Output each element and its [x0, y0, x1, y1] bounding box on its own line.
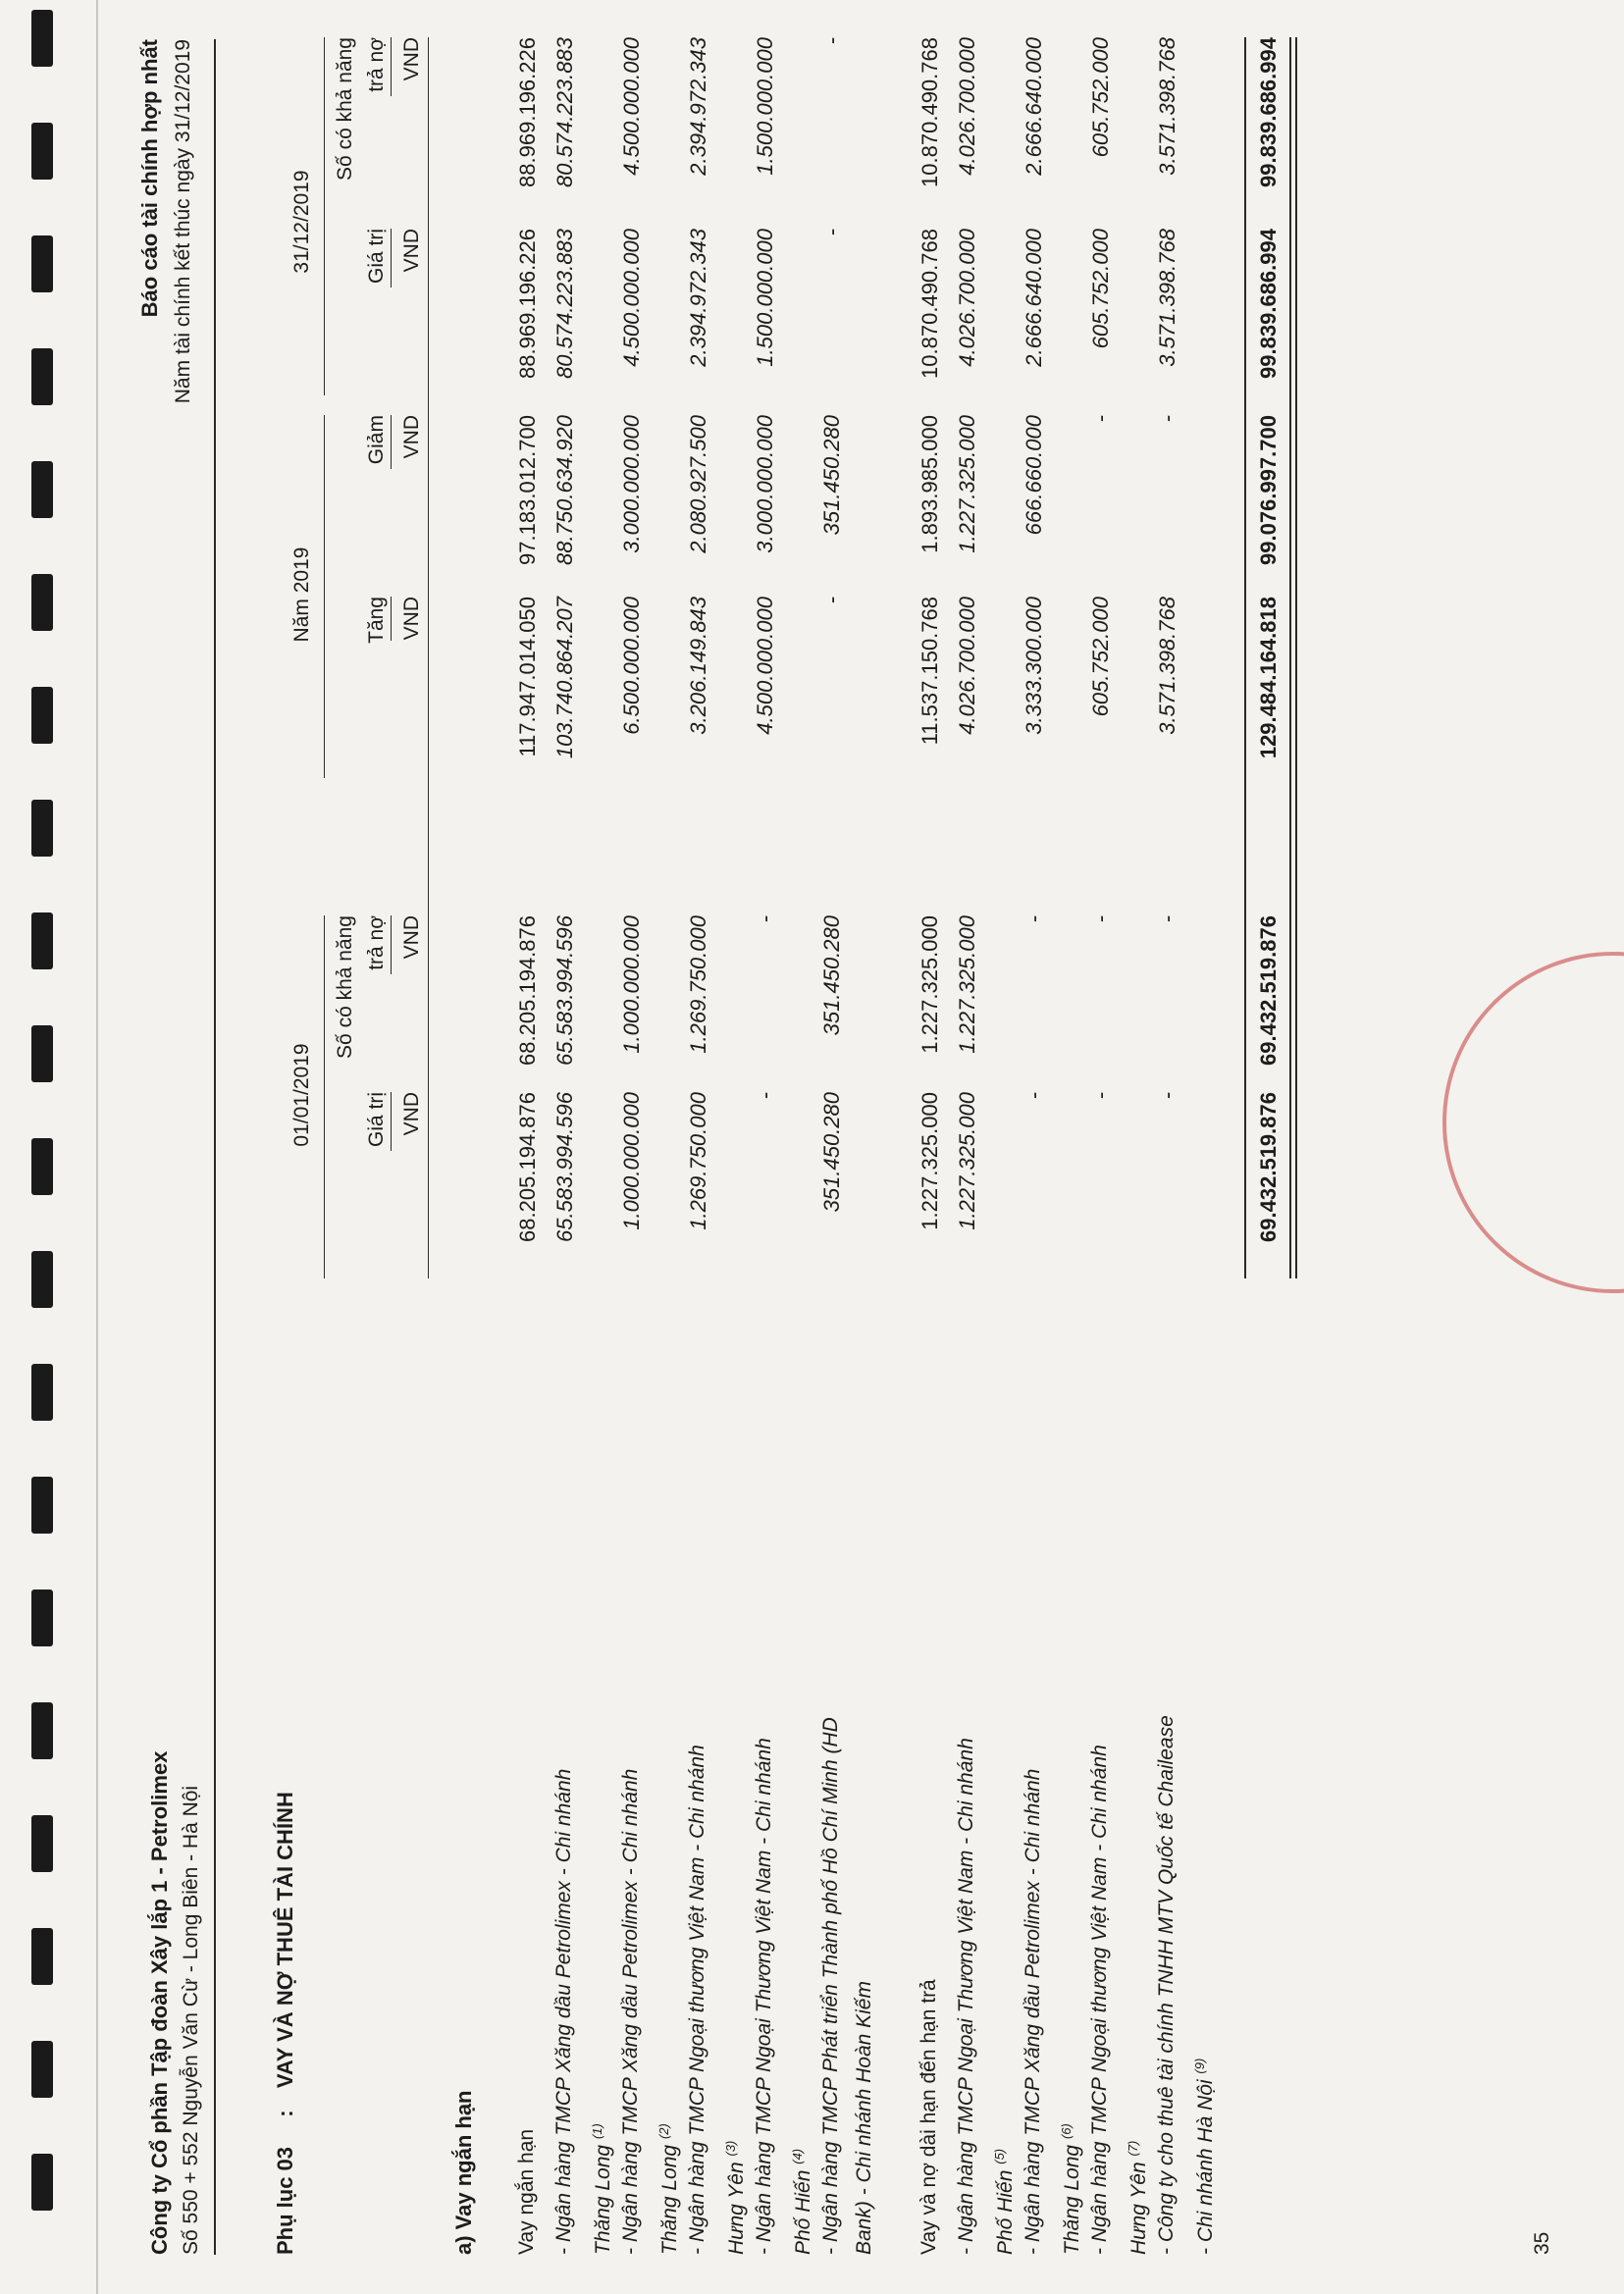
appendix-heading — [273, 1792, 298, 2255]
cell-opening-value: - — [1088, 1092, 1113, 1100]
row-label — [1083, 1705, 1156, 2255]
col-header-underline — [391, 37, 392, 96]
cell-decrease: 3.000.000.000 — [753, 415, 777, 553]
cell-opening-value: 1.227.325.000 — [917, 1092, 942, 1230]
cell-closing-value: - — [819, 229, 844, 236]
col-header-repayable-opening-2: trả nợ — [365, 915, 388, 970]
header-group-rule — [324, 415, 325, 778]
row-label — [681, 1705, 754, 2255]
header-group-year: Năm 2019 — [290, 547, 313, 643]
cell-closing-repayable: 4.026.700.000 — [955, 37, 979, 176]
cell-closing-repayable: 2.666.640.000 — [1022, 37, 1046, 176]
cell-opening-repayable: 1.227.325.000 — [955, 915, 979, 1054]
col-header-value-closing: Giá trị — [365, 229, 388, 285]
cell-decrease: 97.183.012.700 — [515, 415, 540, 565]
col-header-unit: VND — [400, 415, 423, 459]
row-label-text: - Ngân hàng TMCP Xăng dầu Petrolimex - Chi nhánh Thăng Long — [619, 1768, 681, 2255]
cell-closing-value: 10.870.490.768 — [917, 229, 942, 379]
cell-opening-value: 1.269.750.000 — [686, 1092, 710, 1230]
row-note: (5) — [992, 2148, 1007, 2164]
cell-closing-value: 2.394.972.343 — [686, 229, 710, 367]
row-note: (3) — [723, 2140, 738, 2157]
company-address: Số 550 + 552 Nguyễn Văn Cừ - Long Biên - Hà Nội — [180, 1785, 202, 2255]
cell-increase: - — [819, 597, 844, 604]
cell-closing-value: 4.026.700.000 — [955, 229, 979, 367]
company-seal — [1442, 952, 1624, 1293]
total-increase: 129.484.164.818 — [1256, 597, 1281, 759]
cell-decrease: 3.000.000.000 — [619, 415, 644, 553]
appendix-separator: : — [273, 2110, 297, 2117]
totals-top-rule — [1244, 37, 1246, 1278]
col-header-unit: VND — [400, 229, 423, 273]
col-header-unit: VND — [400, 915, 423, 960]
cell-opening-repayable: 1.269.750.000 — [686, 915, 710, 1054]
header-group-rule — [324, 915, 325, 1278]
cell-closing-value: 605.752.000 — [1088, 229, 1113, 349]
row-label — [1150, 1705, 1223, 2255]
cell-closing-value: 80.574.223.883 — [552, 229, 577, 379]
col-header-repayable-closing-1: Số có khả năng — [334, 37, 356, 181]
cell-opening-value: 68.205.194.876 — [515, 1092, 540, 1242]
row-label-text: - Ngân hàng TMCP Xăng dầu Petrolimex - Chi nhánh Thăng Long — [1022, 1768, 1083, 2255]
cell-increase: 3.571.398.768 — [1155, 597, 1179, 735]
cell-opening-repayable: 68.205.194.876 — [515, 915, 540, 1066]
total-opening-value: 69.432.519.876 — [1256, 1092, 1281, 1242]
cell-closing-repayable: 3.571.398.768 — [1155, 37, 1179, 176]
appendix-title: VAY VÀ NỢ THUÊ TÀI CHÍNH — [273, 1792, 297, 2089]
row-label-text: - Ngân hàng TMCP Ngoại thương Việt Nam - Chi nhánh Hưng Yên — [1088, 1745, 1150, 2255]
cell-closing-repayable: 10.870.490.768 — [917, 37, 942, 187]
cell-closing-repayable: 80.574.223.883 — [552, 37, 577, 187]
row-note: (9) — [1192, 2058, 1207, 2074]
cell-opening-value: 1.000.000.000 — [619, 1092, 644, 1230]
cell-closing-repayable: 4.500.000.000 — [619, 37, 644, 176]
row-label-text: - Ngân hàng TMCP Ngoại thương Việt Nam - Chi nhánh Hưng Yên — [686, 1745, 748, 2255]
cell-closing-value: 3.571.398.768 — [1155, 229, 1179, 367]
cell-closing-repayable: 2.394.972.343 — [686, 37, 710, 176]
col-header-underline — [391, 915, 392, 974]
row-note: (2) — [656, 2123, 671, 2140]
cell-increase: 103.740.864.207 — [552, 597, 577, 759]
header-bottom-rule — [428, 37, 429, 1278]
cell-increase: 117.947.014.050 — [515, 597, 540, 757]
cell-increase: 6.500.000.000 — [619, 597, 644, 735]
row-label: Vay ngắn hạn — [515, 2128, 538, 2255]
cell-opening-value: - — [1155, 1092, 1179, 1100]
cell-closing-value: 4.500.000.000 — [619, 229, 644, 367]
cell-opening-repayable: - — [1022, 915, 1046, 923]
row-label-text: - Ngân hàng TMCP Ngoại Thương Việt Nam - Chi nhánh Phố Hiến — [955, 1738, 1017, 2255]
cell-closing-value: 1.500.000.000 — [753, 229, 777, 367]
row-label — [548, 1705, 620, 2255]
cell-increase: 3.333.300.000 — [1022, 597, 1046, 735]
row-label — [814, 1705, 881, 2255]
col-header-underline — [391, 597, 392, 641]
appendix-label: Phụ lục 03 — [273, 2146, 297, 2255]
cell-closing-repayable: 1.500.000.000 — [753, 37, 777, 176]
totals-double-rule — [1289, 37, 1291, 1278]
col-header-repayable-opening-1: Số có khả năng — [334, 915, 356, 1059]
cell-opening-value: 65.583.994.596 — [552, 1092, 577, 1242]
cell-closing-value: 2.666.640.000 — [1022, 229, 1046, 367]
col-header-underline — [391, 415, 392, 469]
col-header-value-opening: Giá trị — [365, 1092, 388, 1148]
cell-decrease: 88.750.634.920 — [552, 415, 577, 565]
totals-double-rule — [1295, 37, 1297, 1278]
col-header-unit: VND — [400, 37, 423, 81]
row-label — [950, 1705, 1022, 2255]
cell-opening-repayable: 1.227.325.000 — [917, 915, 942, 1054]
col-header-underline — [391, 229, 392, 287]
cell-closing-repayable: 88.969.196.226 — [515, 37, 540, 187]
cell-opening-value: 351.450.280 — [819, 1092, 844, 1213]
cell-opening-value: - — [1022, 1092, 1046, 1100]
row-label — [748, 1705, 820, 2255]
total-closing-repayable: 99.839.686.994 — [1256, 37, 1281, 187]
report-period: Năm tài chính kết thúc ngày 31/12/2019 — [172, 39, 194, 404]
cell-decrease: - — [1155, 415, 1179, 423]
header-group-closing: 31/12/2019 — [290, 170, 313, 274]
cell-increase: 4.026.700.000 — [955, 597, 979, 735]
cell-increase: 3.206.149.843 — [686, 597, 710, 735]
cell-opening-repayable: - — [1088, 915, 1113, 923]
row-note: (6) — [1059, 2123, 1074, 2140]
company-name: Công ty Cổ phần Tập đoàn Xây lắp 1 - Petrolimex — [147, 1750, 172, 2255]
header-group-opening: 01/01/2019 — [290, 1043, 313, 1147]
cell-closing-value: 88.969.196.226 — [515, 229, 540, 379]
cell-decrease: 1.893.985.000 — [917, 415, 942, 553]
cell-decrease: 666.660.000 — [1022, 415, 1046, 536]
cell-decrease: 2.080.927.500 — [686, 415, 710, 553]
col-header-decrease: Giảm — [365, 415, 388, 465]
row-label-text: - Ngân hàng TMCP Ngoại Thương Việt Nam - Chi nhánh Phố Hiến — [753, 1738, 814, 2255]
cell-decrease: - — [1088, 415, 1113, 423]
cell-closing-repayable: - — [819, 37, 844, 45]
cell-decrease: 1.227.325.000 — [955, 415, 979, 553]
cell-opening-value: 1.227.325.000 — [955, 1092, 979, 1230]
cell-opening-repayable: 351.450.280 — [819, 915, 844, 1036]
cell-increase: 4.500.000.000 — [753, 597, 777, 735]
cell-opening-value: - — [753, 1092, 777, 1100]
header-group-rule — [324, 37, 325, 395]
report-title: Báo cáo tài chính hợp nhất — [137, 39, 162, 318]
row-label — [614, 1705, 687, 2255]
cell-closing-repayable: 605.752.000 — [1088, 37, 1113, 158]
row-label-text: - Công ty cho thuê tài chính TNHH MTV Quốc tế Chailease - Chi nhánh Hà Nội — [1155, 1715, 1217, 2255]
row-label-text: - Ngân hàng TMCP Phát triển Thành phố Hồ Chí Minh (HD Bank) - Chi nhánh Hoàn Kiếm — [819, 1717, 875, 2255]
cell-decrease: 351.450.280 — [819, 415, 844, 536]
col-header-unit: VND — [400, 597, 423, 641]
row-label: Vay và nợ dài hạn đến hạn trả — [917, 1979, 940, 2255]
col-header-repayable-closing-2: trả nợ — [365, 37, 388, 92]
total-decrease: 99.076.997.700 — [1256, 415, 1281, 565]
row-note: (4) — [790, 2148, 805, 2164]
total-closing-value: 99.839.686.994 — [1256, 229, 1281, 379]
row-label — [1017, 1705, 1089, 2255]
cell-opening-repayable: - — [753, 915, 777, 923]
row-note: (7) — [1126, 2140, 1140, 2157]
cell-increase: 11.537.150.768 — [917, 597, 942, 746]
col-header-underline — [391, 1092, 392, 1151]
row-note: (1) — [590, 2123, 604, 2140]
col-header-increase: Tăng — [365, 597, 388, 644]
page-number: 35 — [1531, 2231, 1553, 2255]
header-rule — [214, 39, 216, 2255]
cell-increase: 605.752.000 — [1088, 597, 1113, 717]
section-title: a) Vay ngắn hạn — [451, 2090, 476, 2255]
cell-opening-repayable: 1.000.000.000 — [619, 915, 644, 1054]
cell-opening-repayable: 65.583.994.596 — [552, 915, 577, 1066]
total-opening-repayable: 69.432.519.876 — [1256, 915, 1281, 1066]
row-label-text: - Ngân hàng TMCP Xăng dầu Petrolimex - Chi nhánh Thăng Long — [552, 1768, 614, 2255]
cell-opening-repayable: - — [1155, 915, 1179, 923]
col-header-unit: VND — [400, 1092, 423, 1136]
